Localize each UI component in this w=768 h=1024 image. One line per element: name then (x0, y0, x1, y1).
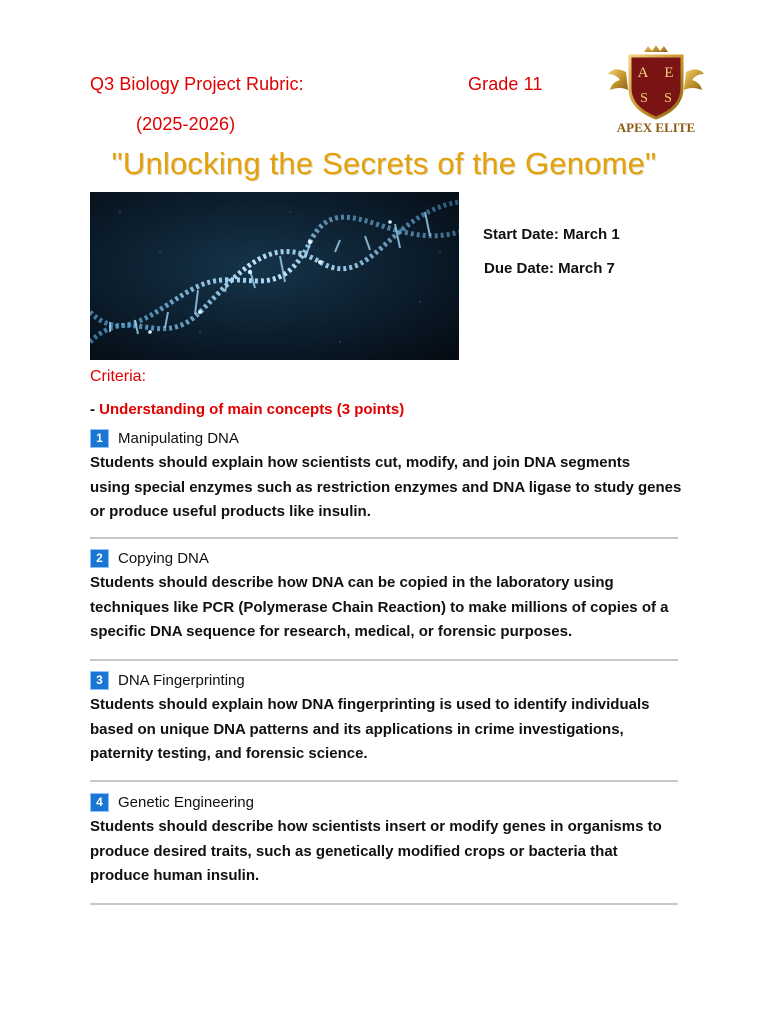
item-title-2: Copying DNA (118, 549, 209, 567)
section-divider (90, 903, 678, 905)
item-description-4 (90, 815, 685, 889)
grade-label: Grade 11 (468, 74, 543, 94)
section-divider (90, 659, 678, 661)
criteria-item-3 (90, 669, 690, 767)
desc-line: techniques like PCR (Polymerase Chain Reaction) to make millions of copies of a (90, 598, 669, 616)
desc-line: produce human insulin. (90, 867, 260, 884)
desc-line: Students should explain how scientists cut, modify, and join DNA segments (90, 454, 631, 471)
item-title-4: Genetic Engineering (118, 793, 254, 811)
desc-line: specific DNA sequence for research, medical, or forensic purposes. (90, 623, 573, 640)
number-badge-4: 4 (90, 793, 109, 812)
desc-line: paternity testing, and forensic science. (90, 745, 368, 762)
dna-helix-image (90, 192, 459, 360)
criteria-item-2 (90, 547, 690, 645)
apex-elite-logo (606, 44, 706, 136)
section-divider (90, 780, 678, 782)
start-date: Start Date: March 1 (483, 226, 620, 243)
logo-letter-s2: S (664, 91, 672, 106)
desc-line: produce desired traits, such as genetically modified crops or bacteria that (90, 842, 618, 860)
criteria-item-4 (90, 791, 690, 889)
item-description-1 (90, 451, 685, 525)
item-title-3: DNA Fingerprinting (118, 671, 245, 689)
desc-line: Students should describe how DNA can be copied in the laboratory using (90, 574, 614, 591)
desc-line: or produce useful products like insulin. (90, 503, 371, 520)
logo-letter-s1: S (640, 91, 648, 106)
section-heading-text: Understanding of main concepts (3 points) (99, 401, 405, 418)
section-divider (90, 537, 678, 539)
shield-crest-icon (606, 44, 706, 136)
desc-line: based on unique DNA patterns and its applications in crime investigations, (90, 720, 624, 738)
number-badge-1: 1 (90, 429, 109, 448)
desc-line: Students should describe how scientists insert or modify genes in organisms to (90, 818, 662, 835)
item-title-1: Manipulating DNA (118, 429, 239, 447)
desc-line: using special enzymes such as restriction enzymes and DNA ligase to study genes (90, 478, 682, 496)
item-description-2 (90, 571, 685, 645)
desc-line: Students should explain how DNA fingerprinting is used to identify individuals (90, 696, 650, 713)
project-title: "Unlocking the Secrets of the Genome" (111, 146, 657, 181)
rubric-heading: Q3 Biology Project Rubric: (90, 74, 304, 94)
criteria-label: Criteria: (90, 368, 147, 385)
logo-letter-e: E (664, 65, 674, 81)
section-dash: - (90, 401, 100, 418)
item-description-3 (90, 693, 685, 767)
criteria-item-1 (90, 427, 690, 525)
number-badge-2: 2 (90, 549, 109, 568)
section-heading (90, 401, 404, 418)
number-badge-3: 3 (90, 671, 109, 690)
school-year: (2025-2026) (136, 114, 236, 134)
due-date: Due Date: March 7 (484, 260, 615, 277)
logo-letter-a: A (637, 65, 649, 81)
logo-name: APEX ELITE (616, 120, 696, 135)
